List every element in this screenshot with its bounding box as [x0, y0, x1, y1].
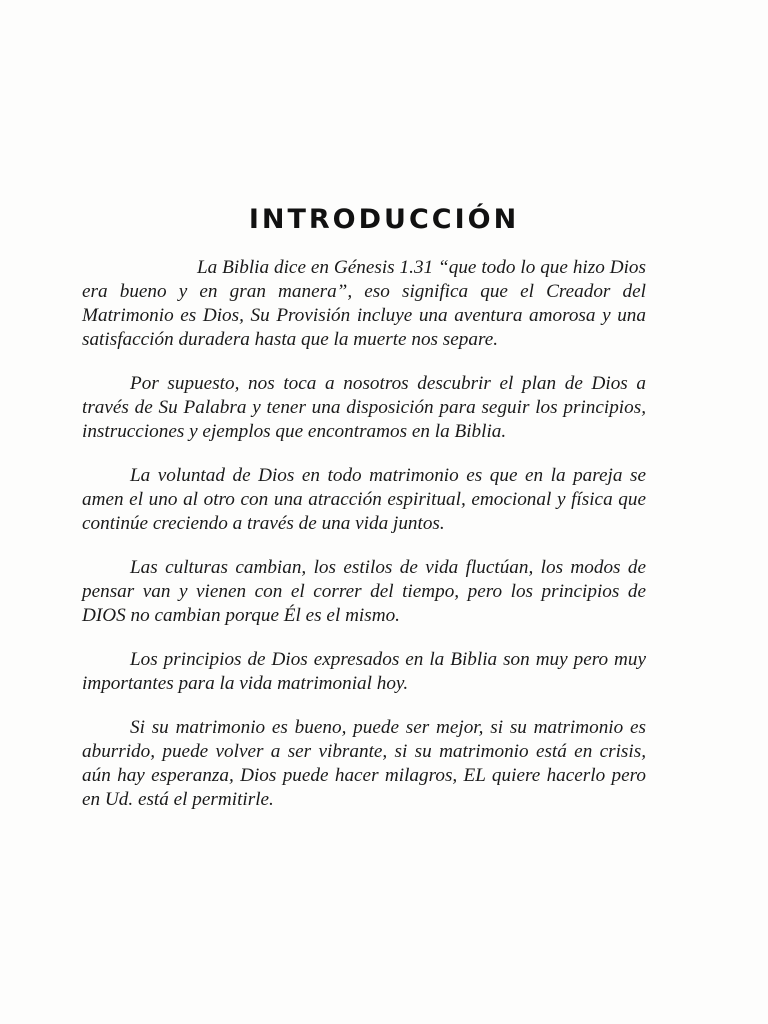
page-title: INTRODUCCIÓN [248, 204, 520, 235]
paragraph-3: La voluntad de Dios en todo matrimonio es que en la pareja se amen el uno al otro con una atracción espiritual, emocional y física que continúe creciendo a través de una vida juntos. [82, 465, 646, 534]
body-text [82, 256, 646, 832]
paragraph-6: Si su matrimonio es bueno, puede ser mejor, si su matrimonio es aburrido, puede volver a ser vibrante, si su matrimonio está en crisis, aún hay esperanza, Dios puede hacer milagros, EL quiere hacerlo pero en Ud. está el permitirle. [82, 717, 646, 810]
paragraph-2: Por supuesto, nos toca a nosotros descubrir el plan de Dios a través de Su Palabra y tener una disposición para seguir los principios, instrucciones y ejemplos que encontramos en la Biblia. [82, 373, 646, 442]
paragraph-1: La Biblia dice en Génesis 1.31 “que todo lo que hizo Dios era bueno y en gran manera”, eso significa que el Creador del Matrimonio es Dios, Su Provisión incluye una aventura amorosa y una satisfacción duradera hasta que la muerte nos separe. [82, 257, 646, 350]
paragraph-5: Los principios de Dios expresados en la Biblia son muy pero muy importantes para la vida matrimonial hoy. [82, 649, 646, 694]
paragraph-4: Las culturas cambian, los estilos de vida fluctúan, los modos de pensar van y vienen con el correr del tiempo, pero los principios de DIOS no cambian porque Él es el mismo. [82, 557, 646, 626]
